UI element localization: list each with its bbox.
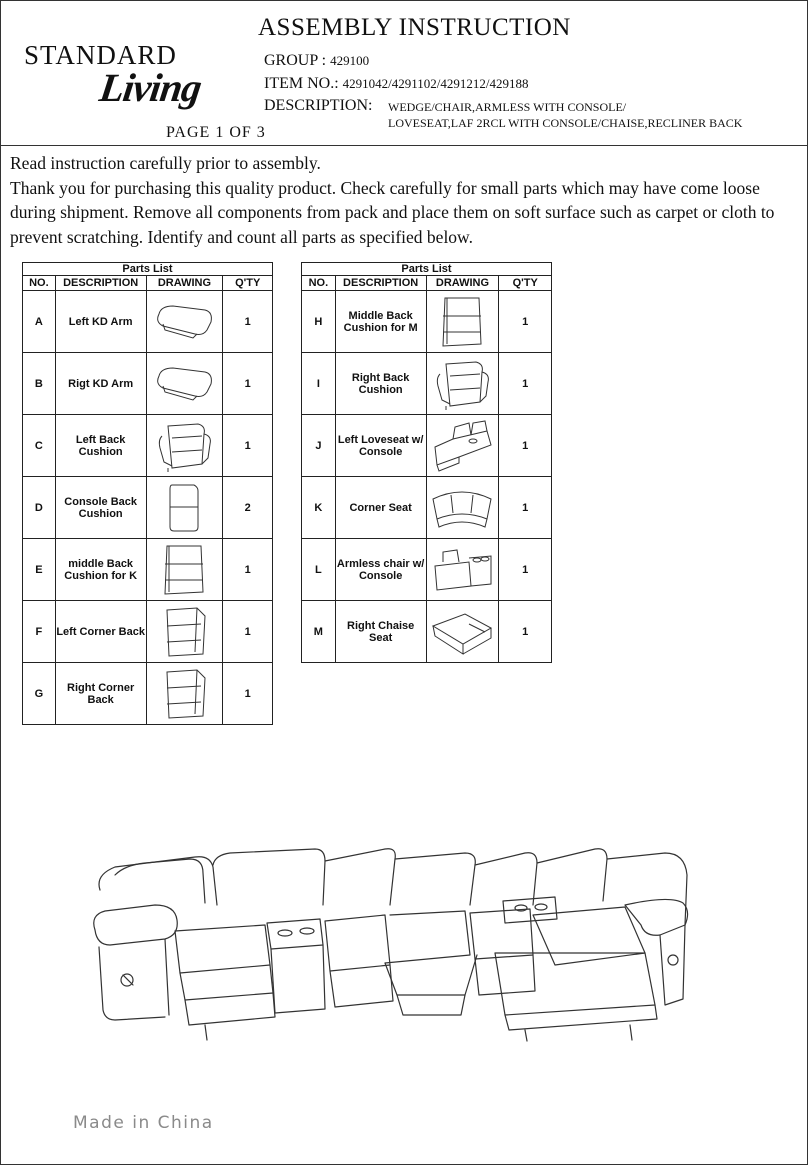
part-description: Left Back Cushion	[55, 415, 146, 477]
part-row-f	[23, 601, 273, 663]
col-qty: Q'TY	[499, 276, 552, 291]
back-cushion-drawing	[146, 415, 223, 477]
part-description: middle Back Cushion for K	[55, 539, 146, 601]
col-no: NO.	[302, 276, 336, 291]
loveseat-drawing	[426, 415, 499, 477]
part-quantity: 1	[499, 477, 552, 539]
parts-table-caption: Parts List	[23, 263, 273, 276]
col-drawing: DRAWING	[426, 276, 499, 291]
part-number: L	[302, 539, 336, 601]
group-value: 429100	[330, 53, 370, 68]
part-number: H	[302, 291, 336, 353]
part-quantity: 1	[223, 539, 273, 601]
corner-back-drawing	[146, 663, 223, 725]
col-drawing: DRAWING	[146, 276, 223, 291]
description-line-2: LOVESEAT,LAF 2RCL WITH CONSOLE/CHAISE,RECLINER BACK	[388, 116, 743, 130]
part-number: E	[23, 539, 56, 601]
part-row-e	[23, 539, 273, 601]
col-qty: Q'TY	[223, 276, 273, 291]
part-number: G	[23, 663, 56, 725]
part-description: Right Corner Back	[55, 663, 146, 725]
part-row-i	[302, 353, 552, 415]
part-quantity: 1	[223, 601, 273, 663]
part-description: Right Back Cushion	[335, 353, 426, 415]
col-description: DESCRIPTION	[335, 276, 426, 291]
corner-seat-drawing	[426, 477, 499, 539]
arm-drawing	[146, 291, 223, 353]
part-quantity: 1	[499, 291, 552, 353]
part-number: C	[23, 415, 56, 477]
part-row-m	[302, 601, 552, 663]
col-no: NO.	[23, 276, 56, 291]
part-description: Middle Back Cushion for M	[335, 291, 426, 353]
part-row-l	[302, 539, 552, 601]
part-quantity: 1	[499, 539, 552, 601]
part-number: B	[23, 353, 56, 415]
document-title: ASSEMBLY INSTRUCTION	[258, 14, 571, 41]
corner-back-drawing	[146, 601, 223, 663]
group-row	[264, 52, 369, 70]
part-quantity: 1	[499, 415, 552, 477]
parts-table-left	[22, 262, 273, 725]
description-line-1: WEDGE/CHAIR,ARMLESS WITH CONSOLE/	[388, 100, 627, 114]
brand-script-logo: Living	[96, 65, 204, 110]
intro-text	[10, 151, 805, 249]
part-row-j	[302, 415, 552, 477]
back-cushion-drawing	[426, 353, 499, 415]
part-quantity: 1	[499, 353, 552, 415]
col-description: DESCRIPTION	[55, 276, 146, 291]
part-description: Console Back Cushion	[55, 477, 146, 539]
group-label: GROUP :	[264, 52, 327, 69]
part-number: M	[302, 601, 336, 663]
middle-back-drawing	[426, 291, 499, 353]
part-number: J	[302, 415, 336, 477]
item-label: ITEM NO.:	[264, 75, 339, 92]
middle-back-drawing	[146, 539, 223, 601]
part-quantity: 1	[499, 601, 552, 663]
part-quantity: 1	[223, 415, 273, 477]
page-number: PAGE 1 OF 3	[166, 124, 266, 141]
part-quantity: 1	[223, 353, 273, 415]
armless-chair-drawing	[426, 539, 499, 601]
part-row-b	[23, 353, 273, 415]
parts-table-right	[301, 262, 552, 663]
console-back-drawing	[146, 477, 223, 539]
part-description: Corner Seat	[335, 477, 426, 539]
part-number: I	[302, 353, 336, 415]
part-row-a	[23, 291, 273, 353]
item-row	[264, 75, 529, 93]
part-description: Right Chaise Seat	[335, 601, 426, 663]
part-row-h	[302, 291, 552, 353]
part-row-g	[23, 663, 273, 725]
part-quantity: 1	[223, 663, 273, 725]
sectional-sofa-drawing	[85, 835, 693, 1050]
item-value: 4291042/4291102/4291212/429188	[342, 76, 529, 91]
part-description: Armless chair w/ Console	[335, 539, 426, 601]
part-number: D	[23, 477, 56, 539]
part-description: Left KD Arm	[55, 291, 146, 353]
part-row-c	[23, 415, 273, 477]
part-number: F	[23, 601, 56, 663]
part-quantity: 1	[223, 291, 273, 353]
description-label: DESCRIPTION:	[264, 97, 373, 114]
chaise-seat-drawing	[426, 601, 499, 663]
part-description: Rigt KD Arm	[55, 353, 146, 415]
part-number: A	[23, 291, 56, 353]
intro-line-2: Thank you for purchasing this quality product. Check carefully for small parts which may have come loose during shipment. Remove all components from pack and place them on soft surface such as carpet or cloth to prevent scratching. Identify and count all parts as specified below.	[10, 177, 775, 247]
arm-drawing	[146, 353, 223, 415]
part-number: K	[302, 477, 336, 539]
part-row-d	[23, 477, 273, 539]
part-description: Left Corner Back	[55, 601, 146, 663]
part-row-k	[302, 477, 552, 539]
made-in-label: Made in China	[73, 1113, 214, 1133]
intro-line-1: Read instruction carefully prior to assembly.	[10, 153, 321, 173]
parts-table-caption: Parts List	[302, 263, 552, 276]
brand-name: STANDARD	[24, 40, 177, 70]
header-divider	[0, 145, 808, 146]
part-quantity: 2	[223, 477, 273, 539]
part-description: Left Loveseat w/ Console	[335, 415, 426, 477]
